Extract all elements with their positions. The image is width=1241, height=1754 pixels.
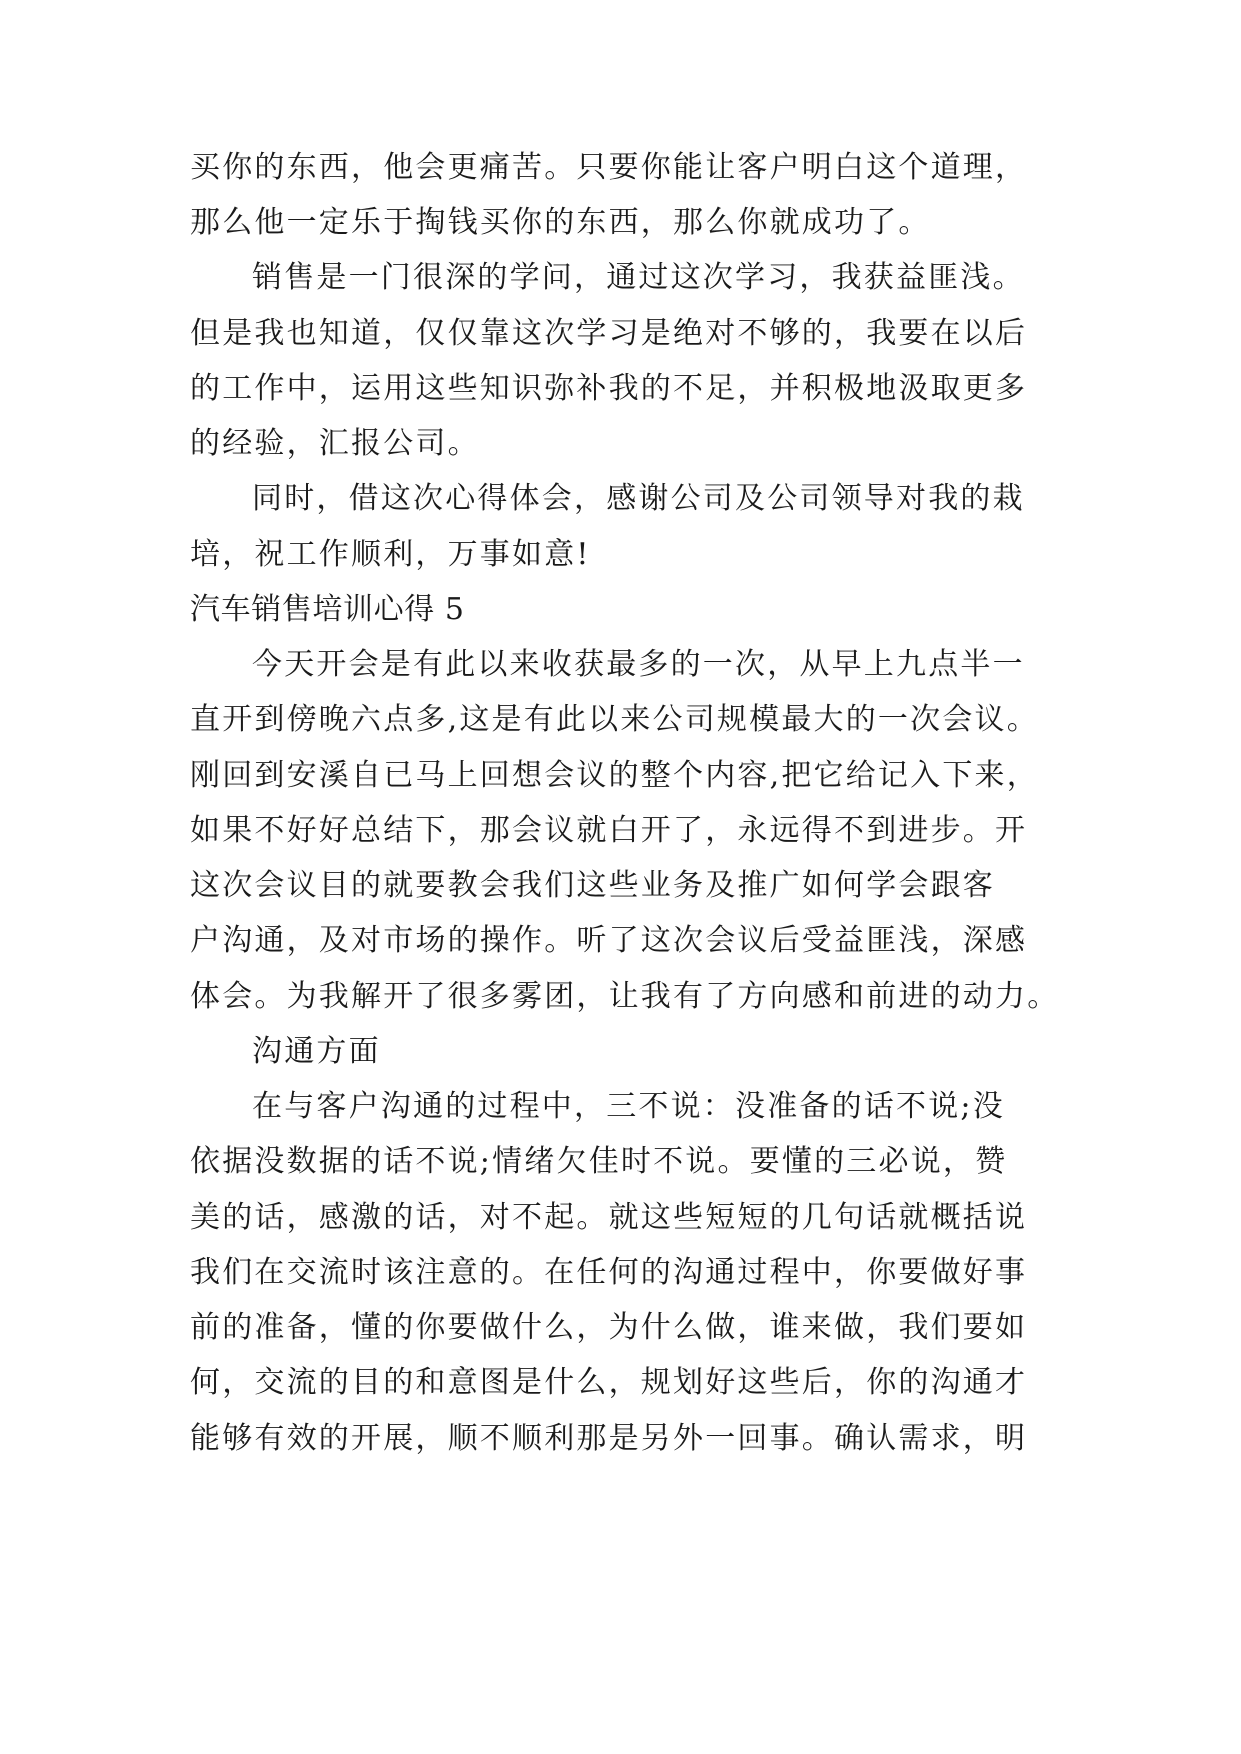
paragraph-start: 销售是一门很深的学问，通过这次学习，我获益匪浅。	[252, 260, 1025, 295]
paragraph-start: 今天开会是有此以来收获最多的一次，从早上九点半一	[252, 647, 1025, 682]
paragraph-start: 在与客户沟通的过程中，三不说：没准备的话不说;没	[252, 1089, 1005, 1124]
text-line: 能够有效的开展，顺不顺利那是另外一回事。确认需求，明	[190, 1421, 1028, 1456]
text-line: 的经验，汇报公司。	[190, 426, 480, 461]
text-line: 刚回到安溪自已马上回想会议的整个内容,把它给记入下来，	[190, 758, 1039, 793]
text-line: 培，祝工作顺利，万事如意!	[190, 537, 591, 572]
text-line: 直开到傍晚六点多,这是有此以来公司规模最大的一次会议。	[190, 702, 1039, 737]
text-line: 何，交流的目的和意图是什么，规划好这些后，你的沟通才	[190, 1365, 1028, 1400]
text-line: 的工作中，运用这些知识弥补我的不足，并积极地汲取更多	[190, 371, 1028, 406]
text-line: 这次会议目的就要教会我们这些业务及推广如何学会跟客	[190, 868, 995, 903]
text-line: 那么他一定乐于掏钱买你的东西，那么你就成功了。	[190, 205, 931, 240]
text-line: 户沟通，及对市场的操作。听了这次会议后受益匪浅，深感	[190, 923, 1028, 958]
paragraph-start: 同时，借这次心得体会，感谢公司及公司领导对我的栽	[252, 481, 1025, 516]
text-line: 依据没数据的话不说;情绪欠佳时不说。要懂的三必说，赞	[190, 1144, 1008, 1179]
subheading: 沟通方面	[252, 1034, 381, 1069]
text-line: 买你的东西，他会更痛苦。只要你能让客户明白这个道理，	[190, 150, 1028, 185]
section-heading: 汽车销售培训心得 5	[190, 592, 465, 627]
text-line: 体会。为我解开了很多雾团，让我有了方向感和前进的动力。	[190, 979, 1060, 1014]
text-line: 美的话，感激的话，对不起。就这些短短的几句话就概括说	[190, 1200, 1028, 1235]
text-line: 我们在交流时该注意的。在任何的沟通过程中，你要做好事	[190, 1255, 1028, 1290]
text-line: 如果不好好总结下，那会议就白开了，永远得不到进步。开	[190, 813, 1028, 848]
text-line: 但是我也知道，仅仅靠这次学习是绝对不够的，我要在以后	[190, 316, 1028, 351]
text-line: 前的准备，懂的你要做什么，为什么做，谁来做，我们要如	[190, 1310, 1028, 1345]
